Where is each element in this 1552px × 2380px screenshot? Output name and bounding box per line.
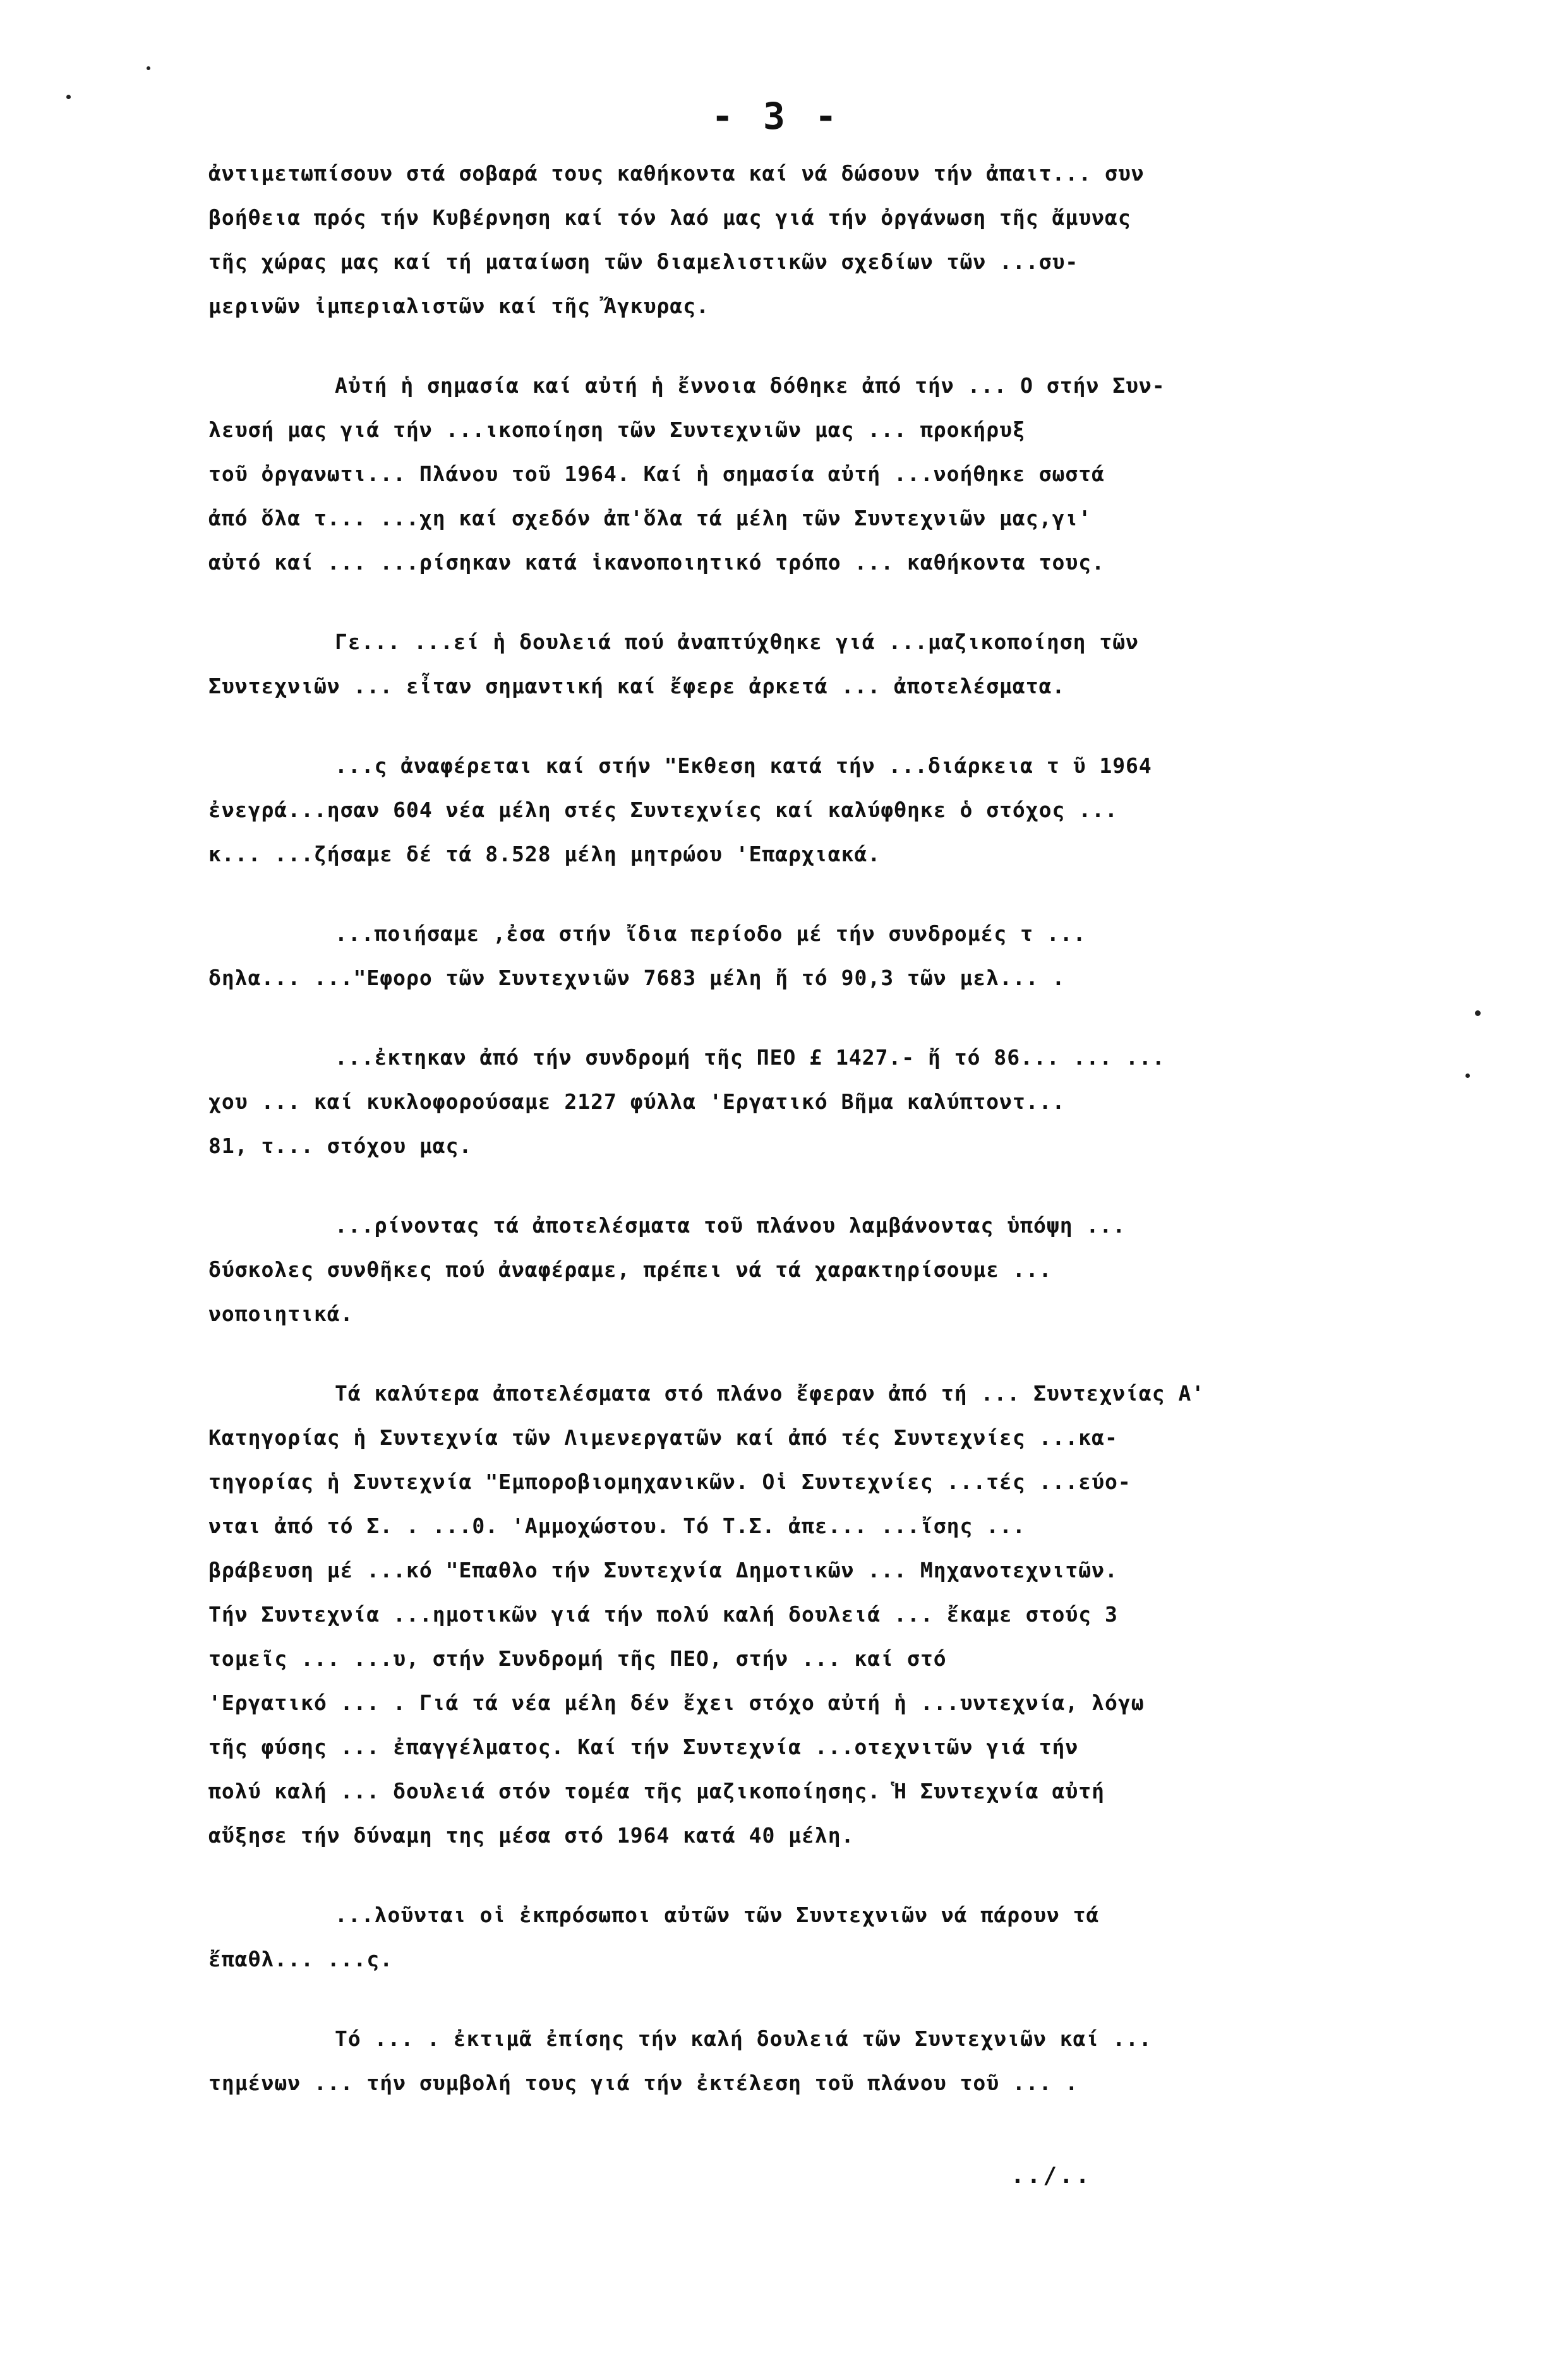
text-line: ...ἐκτηκαν ἀπό τήν συνδρομή τῆς ΠΕΟ £ 1427.- ἤ τό 86... ... ...: [335, 1045, 1165, 1070]
text-line: 81, τ... στόχου μας.: [208, 1133, 472, 1158]
text-line: κ... ...ζήσαμε δέ τά 8.528 μέλη μητρώου 'Επαρχιακά.: [208, 842, 881, 866]
text-line: τοῦ ὀργανωτι... Πλάνου τοῦ 1964. Καί ἡ σημασία αὐτή ...νοήθηκε σωστά: [208, 462, 1105, 486]
text-line: τῆς φύσης ... ἐπαγγέλματος. Καί τήν Συντεχνία ...οτεχνιτῶν γιά τήν: [208, 1735, 1079, 1759]
text-line: τομεῖς ... ...υ, στήν Συνδρομή τῆς ΠΕΟ, στήν ... καί στό: [208, 1646, 947, 1671]
document-body: [208, 152, 1465, 2105]
page-number: - 3 -: [711, 95, 841, 138]
text-line: Αὐτή ἡ σημασία καί αὐτή ἡ ἔννοια δόθηκε ἀπό τήν ... Ο στήν Συν-: [335, 373, 1165, 398]
paragraph: [208, 912, 1465, 1000]
text-line: χου ... καί κυκλοφορούσαμε 2127 φύλλα 'Εργατικό Βῆμα καλύπτοντ...: [208, 1089, 1066, 1114]
paragraph: [208, 744, 1465, 876]
scan-speck: [147, 66, 150, 70]
text-line: πολύ καλή ... δουλειά στόν τομέα τῆς μαζικοποίησης. Ἡ Συντεχνία αὐτή: [208, 1779, 1105, 1803]
text-line: ἀπό ὅλα τ... ...χη καί σχεδόν ἀπ'ὅλα τά μέλη τῶν Συντεχνιῶν μας,γι': [208, 506, 1092, 530]
text-line: βοήθεια πρός τήν Κυβέρνηση καί τόν λαό μας γιά τήν ὀργάνωση τῆς ἄμυνας: [208, 205, 1131, 230]
text-line: τῆς χώρας μας καί τή ματαίωση τῶν διαμελιστικῶν σχεδίων τῶν ...συ-: [208, 249, 1079, 274]
text-line: νοποιητικά.: [208, 1301, 354, 1326]
text-line: Τήν Συντεχνία ...ημοτικῶν γιά τήν πολύ καλή δουλειά ... ἔκαμε στούς 3: [208, 1602, 1118, 1627]
text-line: βράβευση μέ ...κό "Επαθλο τήν Συντεχνία Δημοτικῶν ... Μηχανοτεχνιτῶν.: [208, 1558, 1118, 1582]
text-line: νται ἀπό τό Σ. . ...0. 'Αμμοχώστου. Τό Τ.Σ. ἀπε... ...ἴσης ...: [208, 1514, 1026, 1538]
paragraph: [208, 364, 1465, 585]
text-line: ἀντιμετωπίσουν στά σοβαρά τους καθήκοντα καί νά δώσουν τήν ἀπαιτ... συν: [208, 161, 1145, 186]
text-line: αὐτό καί ... ...ρίσηκαν κατά ἱκανοποιητικό τρόπο ... καθήκοντα τους.: [208, 550, 1105, 575]
scan-speck: [1475, 1010, 1481, 1016]
text-line: ...λοῦνται οἱ ἐκπρόσωποι αὐτῶν τῶν Συντεχνιῶν νά πάρουν τά: [335, 1903, 1100, 1927]
paragraph: [208, 1204, 1465, 1336]
text-line: ἐνεγρά...ησαν 604 νέα μέλη στές Συντεχνίες καί καλύφθηκε ὁ στόχος ...: [208, 798, 1118, 822]
paragraph: [208, 1893, 1465, 1982]
text-line: αὔξησε τήν δύναμη της μέσα στό 1964 κατά 40 μέλη.: [208, 1823, 855, 1848]
continuation-mark: ../..: [1011, 2163, 1092, 2189]
text-line: δηλα... ..."Εφορο τῶν Συντεχνιῶν 7683 μέλη ἤ τό 90,3 τῶν μελ... .: [208, 966, 1066, 990]
text-line: 'Εργατικό ... . Γιά τά νέα μέλη δέν ἔχει στόχο αὐτή ἡ ...υντεχνία, λόγω: [208, 1690, 1145, 1715]
paragraph: [208, 2017, 1465, 2105]
text-line: Τό ... . ἐκτιμᾶ ἐπίσης τήν καλή δουλειά τῶν Συντεχνιῶν καί ...: [335, 2026, 1152, 2051]
text-line: ἔπαθλ... ...ς.: [208, 1947, 394, 1971]
text-line: δύσκολες συνθῆκες πού ἀναφέραμε, πρέπει νά τά χαρακτηρίσουμε ...: [208, 1257, 1052, 1282]
text-line: τηγορίας ἡ Συντεχνία "Εμποροβιομηχανικῶν. Οἱ Συντεχνίες ...τές ...εύο-: [208, 1469, 1131, 1494]
text-line: Τά καλύτερα ἀποτελέσματα στό πλάνο ἔφεραν ἀπό τή ... Συντεχνίας Α': [335, 1381, 1205, 1406]
paragraph: [208, 620, 1465, 709]
text-line: ...ποιήσαμε ,ἐσα στήν ἴδια περίοδο μέ τήν συνδρομές τ ...: [335, 921, 1086, 946]
text-line: Συντεχνιῶν ... εἶταν σημαντική καί ἔφερε ἀρκετά ... ἀποτελέσματα.: [208, 674, 1066, 698]
text-line: λευσή μας γιά τήν ...ικοποίηση τῶν Συντεχνιῶν μας ... προκήρυξ: [208, 417, 1026, 442]
text-line: τημένων ... τήν συμβολή τους γιά τήν ἐκτέλεση τοῦ πλάνου τοῦ ... .: [208, 2071, 1079, 2095]
text-line: ...ς ἀναφέρεται καί στήν "Εκθεση κατά τήν ...διάρκεια τ ῦ 1964: [335, 753, 1152, 778]
paragraph: [208, 1036, 1465, 1168]
text-line: Κατηγορίας ἡ Συντεχνία τῶν Λιμενεργατῶν καί ἀπό τές Συντεχνίες ...κα-: [208, 1425, 1118, 1450]
text-line: Γε... ...εί ἡ δουλειά πού ἀναπτύχθηκε γιά ...μαζικοποίηση τῶν: [335, 630, 1139, 654]
scan-speck: [66, 95, 71, 99]
text-line: μερινῶν ἰμπεριαλιστῶν καί τῆς Ἄγκυρας.: [208, 294, 709, 318]
paragraph: [208, 152, 1465, 328]
paragraph: [208, 1372, 1465, 1858]
text-line: ...ρίνοντας τά ἀποτελέσματα τοῦ πλάνου λαμβάνοντας ὑπόψη ...: [335, 1213, 1126, 1238]
scan-speck: [1465, 1073, 1470, 1078]
